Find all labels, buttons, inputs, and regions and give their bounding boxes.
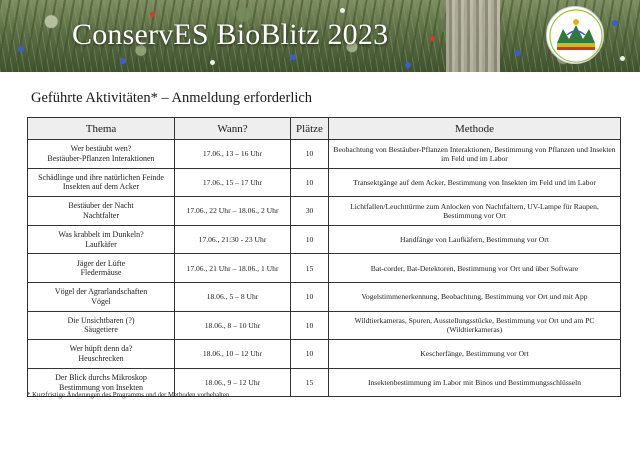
section-heading: Geführte Aktivitäten* – Anmeldung erforderlich — [31, 90, 313, 106]
topic-title: Die Unsichtbaren (?) — [67, 315, 135, 325]
topic-cell — [28, 282, 175, 311]
page-title: ConservES BioBlitz 2023 — [72, 18, 389, 51]
method-cell: Beobachtung von Bestäuber-Pflanzen Interaktionen, Bestimmung von Pflanzen und Insekten im Feld und im Labor — [329, 140, 621, 169]
places-cell: 10 — [291, 282, 329, 311]
topic-subtitle: Fledermäuse — [80, 268, 122, 278]
places-cell: 10 — [291, 140, 329, 169]
topic-cell — [28, 168, 175, 197]
topic-subtitle: Bestäuber-Pflanzen Interaktionen — [47, 153, 155, 163]
footnote: * Kurzfristige Änderungen des Programms und der Methoden vorbehalten — [27, 392, 230, 399]
activities-table — [27, 117, 621, 397]
topic-title: Schädlinge und ihre natürlichen Feinde — [38, 172, 164, 182]
method-cell: Handfänge von Laufkäfern, Bestimmung vor Ort — [329, 225, 621, 254]
column-header-wann: Wann? — [175, 118, 291, 140]
topic-subtitle: Laufkäfer — [85, 239, 117, 249]
table-row — [28, 282, 621, 311]
when-cell: 18.06., 8 – 10 Uhr — [175, 311, 291, 340]
method-cell: Insektenbestimmung im Labor mit Binos und Bestimmungsschlüsseln — [329, 368, 621, 397]
column-header-plaetze: Plätze — [291, 118, 329, 140]
places-cell: 15 — [291, 254, 329, 283]
when-cell: 17.06., 15 – 17 Uhr — [175, 168, 291, 197]
when-cell: 17.06., 21:30 - 23 Uhr — [175, 225, 291, 254]
banner-flower — [612, 20, 618, 26]
table-row — [28, 197, 621, 226]
topic-title: Der Blick durchs Mikroskop — [55, 372, 147, 382]
logo-graphic — [547, 7, 605, 65]
topic-subtitle: Bestimmung von Insekten — [59, 382, 143, 392]
method-cell: Wildtierkameras, Spuren, Ausstellungsstücke, Bestimmung vor Ort und am PC (Wildtierkameras) — [329, 311, 621, 340]
method-cell: Bat-corder, Bat-Detektoren, Bestimmung vor Ort und über Software — [329, 254, 621, 283]
banner-tree-trunk — [446, 0, 500, 72]
method-cell: Kescherfänge, Bestimmung vor Ort — [329, 340, 621, 369]
when-cell: 18.06., 9 – 12 Uhr — [175, 368, 291, 397]
table-row — [28, 225, 621, 254]
table-header-row — [28, 118, 621, 140]
topic-title: Wer hüpft denn da? — [69, 344, 133, 354]
column-header-thema: Thema — [28, 118, 175, 140]
banner-flower — [120, 58, 126, 64]
banner-flower — [405, 62, 411, 68]
places-cell: 10 — [291, 225, 329, 254]
topic-subtitle: Vögel — [91, 296, 111, 306]
topic-title: Wer bestäubt wen? — [70, 144, 132, 154]
table-row — [28, 140, 621, 169]
table-row — [28, 340, 621, 369]
table-row — [28, 168, 621, 197]
places-cell: 30 — [291, 197, 329, 226]
topic-cell — [28, 197, 175, 226]
topic-cell — [28, 225, 175, 254]
banner-flower — [150, 12, 155, 17]
topic-subtitle: Heuschrecken — [78, 353, 124, 363]
places-cell: 10 — [291, 340, 329, 369]
topic-cell — [28, 140, 175, 169]
when-cell: 17.06., 21 Uhr – 18.06., 1 Uhr — [175, 254, 291, 283]
method-cell: Transektgänge auf dem Acker, Bestimmung von Insekten im Feld und im Labor — [329, 168, 621, 197]
topic-cell — [28, 311, 175, 340]
table-row — [28, 311, 621, 340]
column-header-methode: Methode — [329, 118, 621, 140]
when-cell: 17.06., 13 – 16 Uhr — [175, 140, 291, 169]
banner-flower — [620, 56, 625, 61]
topic-title: Vögel der Agrarlandschaften — [54, 287, 148, 297]
banner-flower — [515, 50, 521, 56]
banner-flower — [290, 54, 296, 60]
method-cell: Lichtfallen/Leuchttürme zum Anlocken von Nachtfaltern, UV-Lampe für Raupen, Bestimmung vor Ort — [329, 197, 621, 226]
places-cell: 10 — [291, 311, 329, 340]
when-cell: 18.06., 10 – 12 Uhr — [175, 340, 291, 369]
header-banner — [0, 0, 640, 72]
topic-subtitle: Säugetiere — [84, 325, 118, 335]
places-cell: 10 — [291, 168, 329, 197]
topic-cell — [28, 340, 175, 369]
banner-flower — [18, 46, 24, 52]
topic-subtitle: Nachtfalter — [83, 210, 119, 220]
topic-cell — [28, 254, 175, 283]
conserves-logo-icon — [546, 6, 604, 64]
banner-flower — [340, 8, 345, 13]
topic-title: Was krabbelt im Dunkeln? — [58, 229, 144, 239]
when-cell: 18.06., 5 – 8 Uhr — [175, 282, 291, 311]
places-cell: 15 — [291, 368, 329, 397]
banner-flower — [430, 36, 435, 41]
when-cell: 17.06., 22 Uhr – 18.06., 2 Uhr — [175, 197, 291, 226]
topic-subtitle: Insekten auf dem Acker — [62, 182, 140, 192]
table-row — [28, 254, 621, 283]
topic-title: Bestäuber der Nacht — [68, 201, 134, 211]
method-cell: Vogelstimmenerkennung, Beobachtung, Bestimmung vor Ort und mit App — [329, 282, 621, 311]
banner-flower — [210, 60, 215, 65]
topic-title: Jäger der Lüfte — [76, 258, 126, 268]
